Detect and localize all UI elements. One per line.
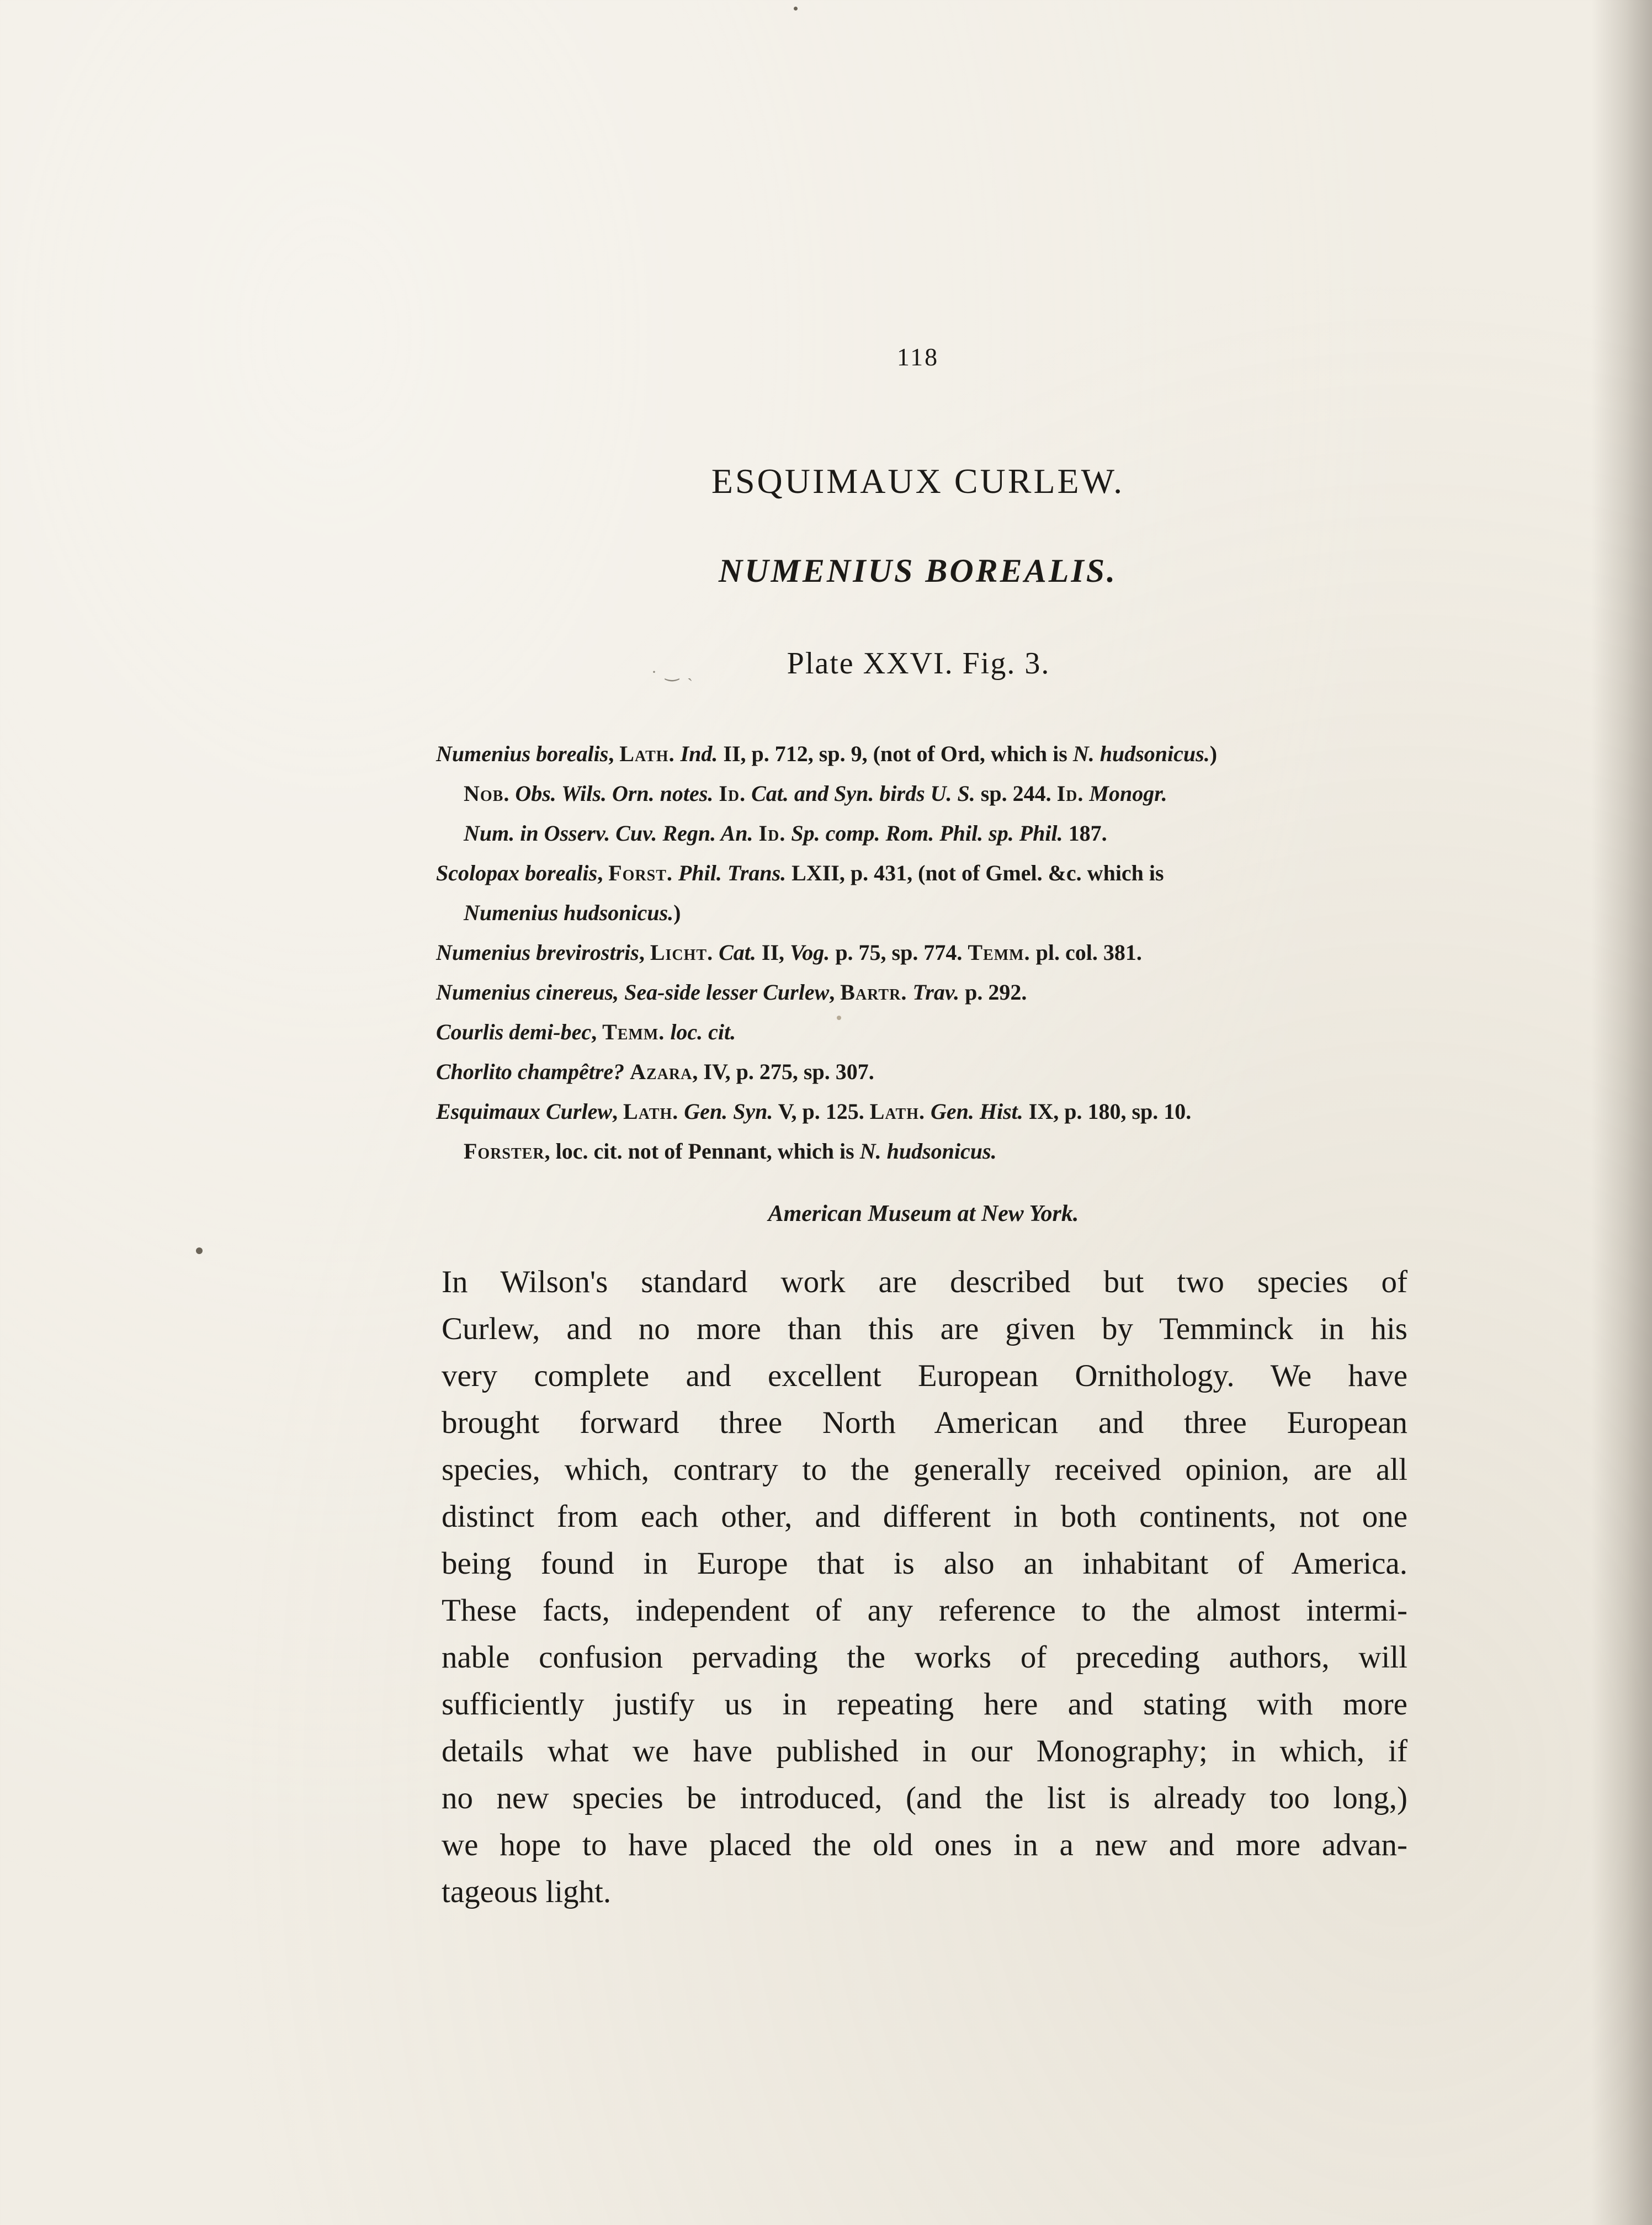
author-abbreviation: Forster	[464, 1139, 545, 1164]
italic-citation: Gen. Hist.	[930, 1099, 1023, 1124]
citation-text: sp. 244.	[975, 781, 1057, 806]
page-title: ESQUIMAUX CURLEW.	[711, 461, 1125, 501]
citation-text: )	[673, 900, 681, 925]
body-line: we hope to have placed the old ones in a new and more advan-	[442, 1828, 1407, 1862]
citation-text: , IV, p. 275, sp. 307.	[692, 1059, 874, 1084]
citation-text	[673, 861, 678, 885]
synonymy-list	[436, 734, 1407, 1171]
citation-text: ,	[829, 980, 841, 1005]
citation-text: pl. col. 381.	[1030, 940, 1142, 965]
citation-text: p. 292.	[959, 980, 1027, 1005]
synonymy-entry	[436, 853, 1407, 893]
author-abbreviation: Lath.	[623, 1099, 679, 1124]
italic-citation: N. hudsonicus.	[859, 1139, 997, 1164]
citation-text	[925, 1099, 931, 1124]
citation-text	[665, 1019, 670, 1044]
synonymy-entry	[436, 1012, 1407, 1052]
plate-reference: Plate XXVI. Fig. 3.	[787, 646, 1050, 681]
body-line: brought forward three North American and three European	[442, 1405, 1407, 1440]
italic-citation: Vog.	[790, 940, 830, 965]
author-abbreviation: Azara	[630, 1059, 693, 1084]
italic-citation: Numenius borealis	[436, 741, 609, 766]
synonymy-entry	[436, 1132, 1407, 1171]
citation-text	[678, 1099, 684, 1124]
italic-citation: loc. cit.	[670, 1019, 736, 1044]
paper-speck	[794, 7, 798, 10]
italic-citation: Chorlito champêtre?	[436, 1059, 625, 1084]
citation-text: )	[1209, 741, 1218, 766]
citation-text: , loc. cit. not of Pennant, which is	[544, 1139, 860, 1164]
citation-text: II,	[756, 940, 790, 965]
body-line: These facts, independent of any reference to the almost intermi-	[442, 1593, 1407, 1628]
italic-citation: Cat.	[719, 940, 756, 965]
body-paragraph	[442, 1258, 1407, 1915]
body-line: no new species be introduced, (and the list is already too long,)	[442, 1781, 1407, 1815]
citation-text: ,	[612, 1099, 624, 1124]
italic-citation: Numenius cinereus, Sea-side lesser Curlew	[436, 980, 830, 1005]
italic-citation: Numenius brevirostris	[436, 940, 639, 965]
author-abbreviation: Lath.	[619, 741, 675, 766]
synonymy-entry	[436, 893, 1407, 933]
italic-citation: Ind.	[680, 741, 718, 766]
body-line: species, which, contrary to the generally received opinion, are all	[442, 1452, 1407, 1487]
latin-name: NUMENIUS BOREALIS.	[718, 553, 1118, 589]
synonymy-entry	[436, 1052, 1407, 1092]
body-line: sufficiently justify us in repeating here and stating with more	[442, 1687, 1407, 1722]
body-line: In Wilson's standard work are described but two species of	[442, 1265, 1407, 1299]
synonymy-entry	[436, 774, 1407, 814]
synonymy-entry	[436, 973, 1407, 1012]
citation-text: LXII, p. 431, (not of Gmel. &c. which is	[786, 861, 1164, 885]
paper-speck	[196, 1247, 203, 1254]
citation-text	[785, 821, 791, 846]
page-gutter-shadow	[1591, 0, 1652, 2225]
citation-text	[675, 741, 681, 766]
citation-text	[746, 781, 751, 806]
italic-citation: N. hudsonicus.	[1072, 741, 1210, 766]
italic-citation: Monogr.	[1089, 781, 1167, 806]
body-line: Curlew, and no more than this are given by Temminck in his	[442, 1311, 1407, 1346]
italic-citation: Courlis demi-bec	[436, 1019, 592, 1044]
italic-citation: Phil. Trans.	[678, 861, 787, 885]
page-number: 118	[896, 343, 939, 371]
author-abbreviation: Id.	[1056, 781, 1084, 806]
body-line: nable confusion pervading the works of preceding authors, will	[442, 1640, 1407, 1675]
synonymy-entry	[436, 814, 1407, 853]
body-line: details what we have published in our Monography; in which, if	[442, 1734, 1407, 1769]
body-line: distinct from each other, and different in both continents, not one	[442, 1499, 1407, 1534]
synonymy-entry	[436, 734, 1407, 774]
paper-speck	[837, 1016, 841, 1020]
citation-text	[907, 980, 912, 1005]
italic-citation: Gen. Syn.	[684, 1099, 773, 1124]
synonymy-entry	[436, 933, 1407, 973]
ink-smudge: · ‿ ˏ	[651, 663, 695, 681]
citation-text: p. 75, sp. 774.	[830, 940, 968, 965]
body-line: being found in Europe that is also an inhabitant of America.	[442, 1546, 1407, 1581]
citation-text	[713, 781, 719, 806]
citation-text	[1083, 781, 1089, 806]
author-abbreviation: Forst.	[608, 861, 673, 885]
italic-citation: Trav.	[912, 980, 960, 1005]
italic-citation: Num. in Osserv. Cuv. Regn. An.	[464, 821, 753, 846]
author-abbreviation: Temm.	[602, 1019, 665, 1044]
author-abbreviation: Licht.	[650, 940, 714, 965]
author-abbreviation: Nob.	[464, 781, 510, 806]
synonymy-entry	[436, 1092, 1407, 1132]
citation-text	[509, 781, 515, 806]
citation-text: ,	[608, 741, 620, 766]
author-abbreviation: Lath.	[869, 1099, 925, 1124]
citation-text	[713, 940, 719, 965]
citation-text: IX, p. 180, sp. 10.	[1023, 1099, 1192, 1124]
citation-text: ,	[597, 861, 609, 885]
citation-text: 187.	[1063, 821, 1107, 846]
citation-text	[753, 821, 759, 846]
author-abbreviation: Temm.	[968, 940, 1030, 965]
author-abbreviation: Id.	[719, 781, 746, 806]
italic-citation: Cat. and Syn. birds U. S.	[751, 781, 975, 806]
body-line: very complete and excellent European Ornithology. We have	[442, 1358, 1407, 1393]
museum-note: American Museum at New York.	[768, 1201, 1079, 1226]
citation-text: ,	[591, 1019, 603, 1044]
author-abbreviation: Id.	[758, 821, 786, 846]
italic-citation: Numenius hudsonicus.	[464, 900, 674, 925]
citation-text	[624, 1059, 630, 1084]
italic-citation: Sp. comp. Rom. Phil. sp. Phil.	[791, 821, 1063, 846]
citation-text: ,	[639, 940, 650, 965]
author-abbreviation: Bartr.	[840, 980, 907, 1005]
citation-text: V, p. 125.	[773, 1099, 870, 1124]
italic-citation: Scolopax borealis	[436, 861, 598, 885]
citation-text: II, p. 712, sp. 9, (not of Ord, which is	[718, 741, 1073, 766]
italic-citation: Obs. Wils. Orn. notes.	[515, 781, 714, 806]
body-line: tageous light.	[442, 1874, 612, 1909]
italic-citation: Esquimaux Curlew	[436, 1099, 613, 1124]
